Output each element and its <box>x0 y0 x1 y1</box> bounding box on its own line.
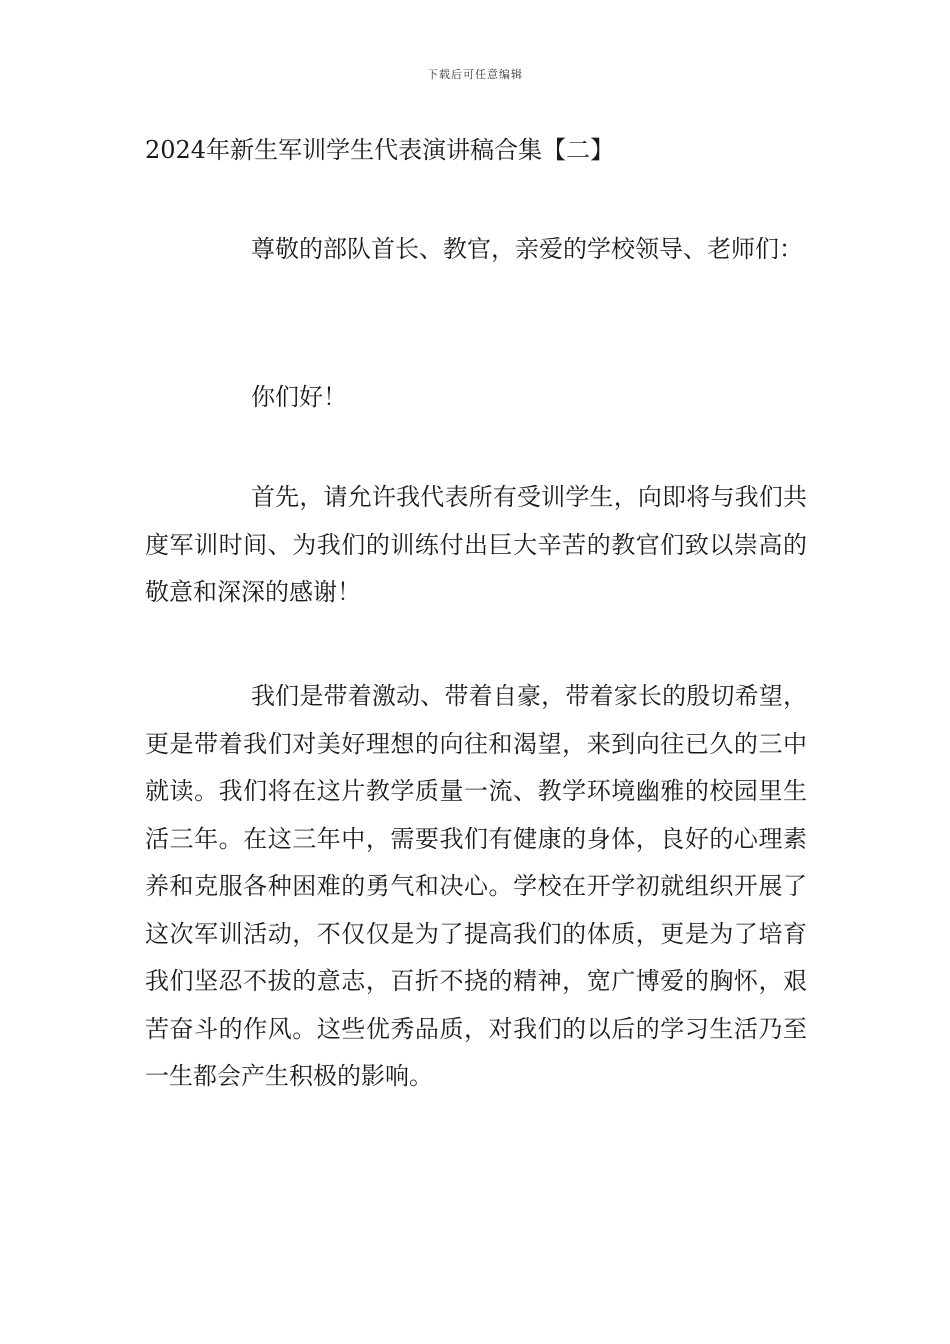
paragraph-thanks: 首先，请允许我代表所有受训学生，向即将与我们共度军训时间、为我们的训练付出巨大辛苦的教官们致以崇高的敬意和深深的感谢！ <box>145 483 807 606</box>
paragraph-greeting: 你们好！ <box>251 383 347 411</box>
paragraph-body: 我们是带着激动、带着自豪，带着家长的殷切希望，更是带着我们对美好理想的向往和渴望，来到向往已久的三中就读。我们将在这片教学质量一流、教学环境幽雅的校园里生活三年。在这三年中，需要我们有健康的身体，良好的心理素养和克服各种困难的勇气和决心。学校在开学初就组织开展了这次军训活动，不仅仅是为了提高我们的体质，更是为了培育我们坚忍不拔的意志，百折不挠的精神，宽广博爱的胸怀，艰苦奋斗的作风。这些优秀品质，对我们的以后的学习生活乃至一生都会产生积极的影响。 <box>145 682 807 1090</box>
document-title: 2024年新生军训学生代表演讲稿合集【二】 <box>145 136 615 164</box>
paragraph-salutation: 尊敬的部队首长、教官，亲爱的学校领导、老师们： <box>251 235 803 263</box>
page-header-note: 下载后可任意编辑 <box>427 68 523 81</box>
